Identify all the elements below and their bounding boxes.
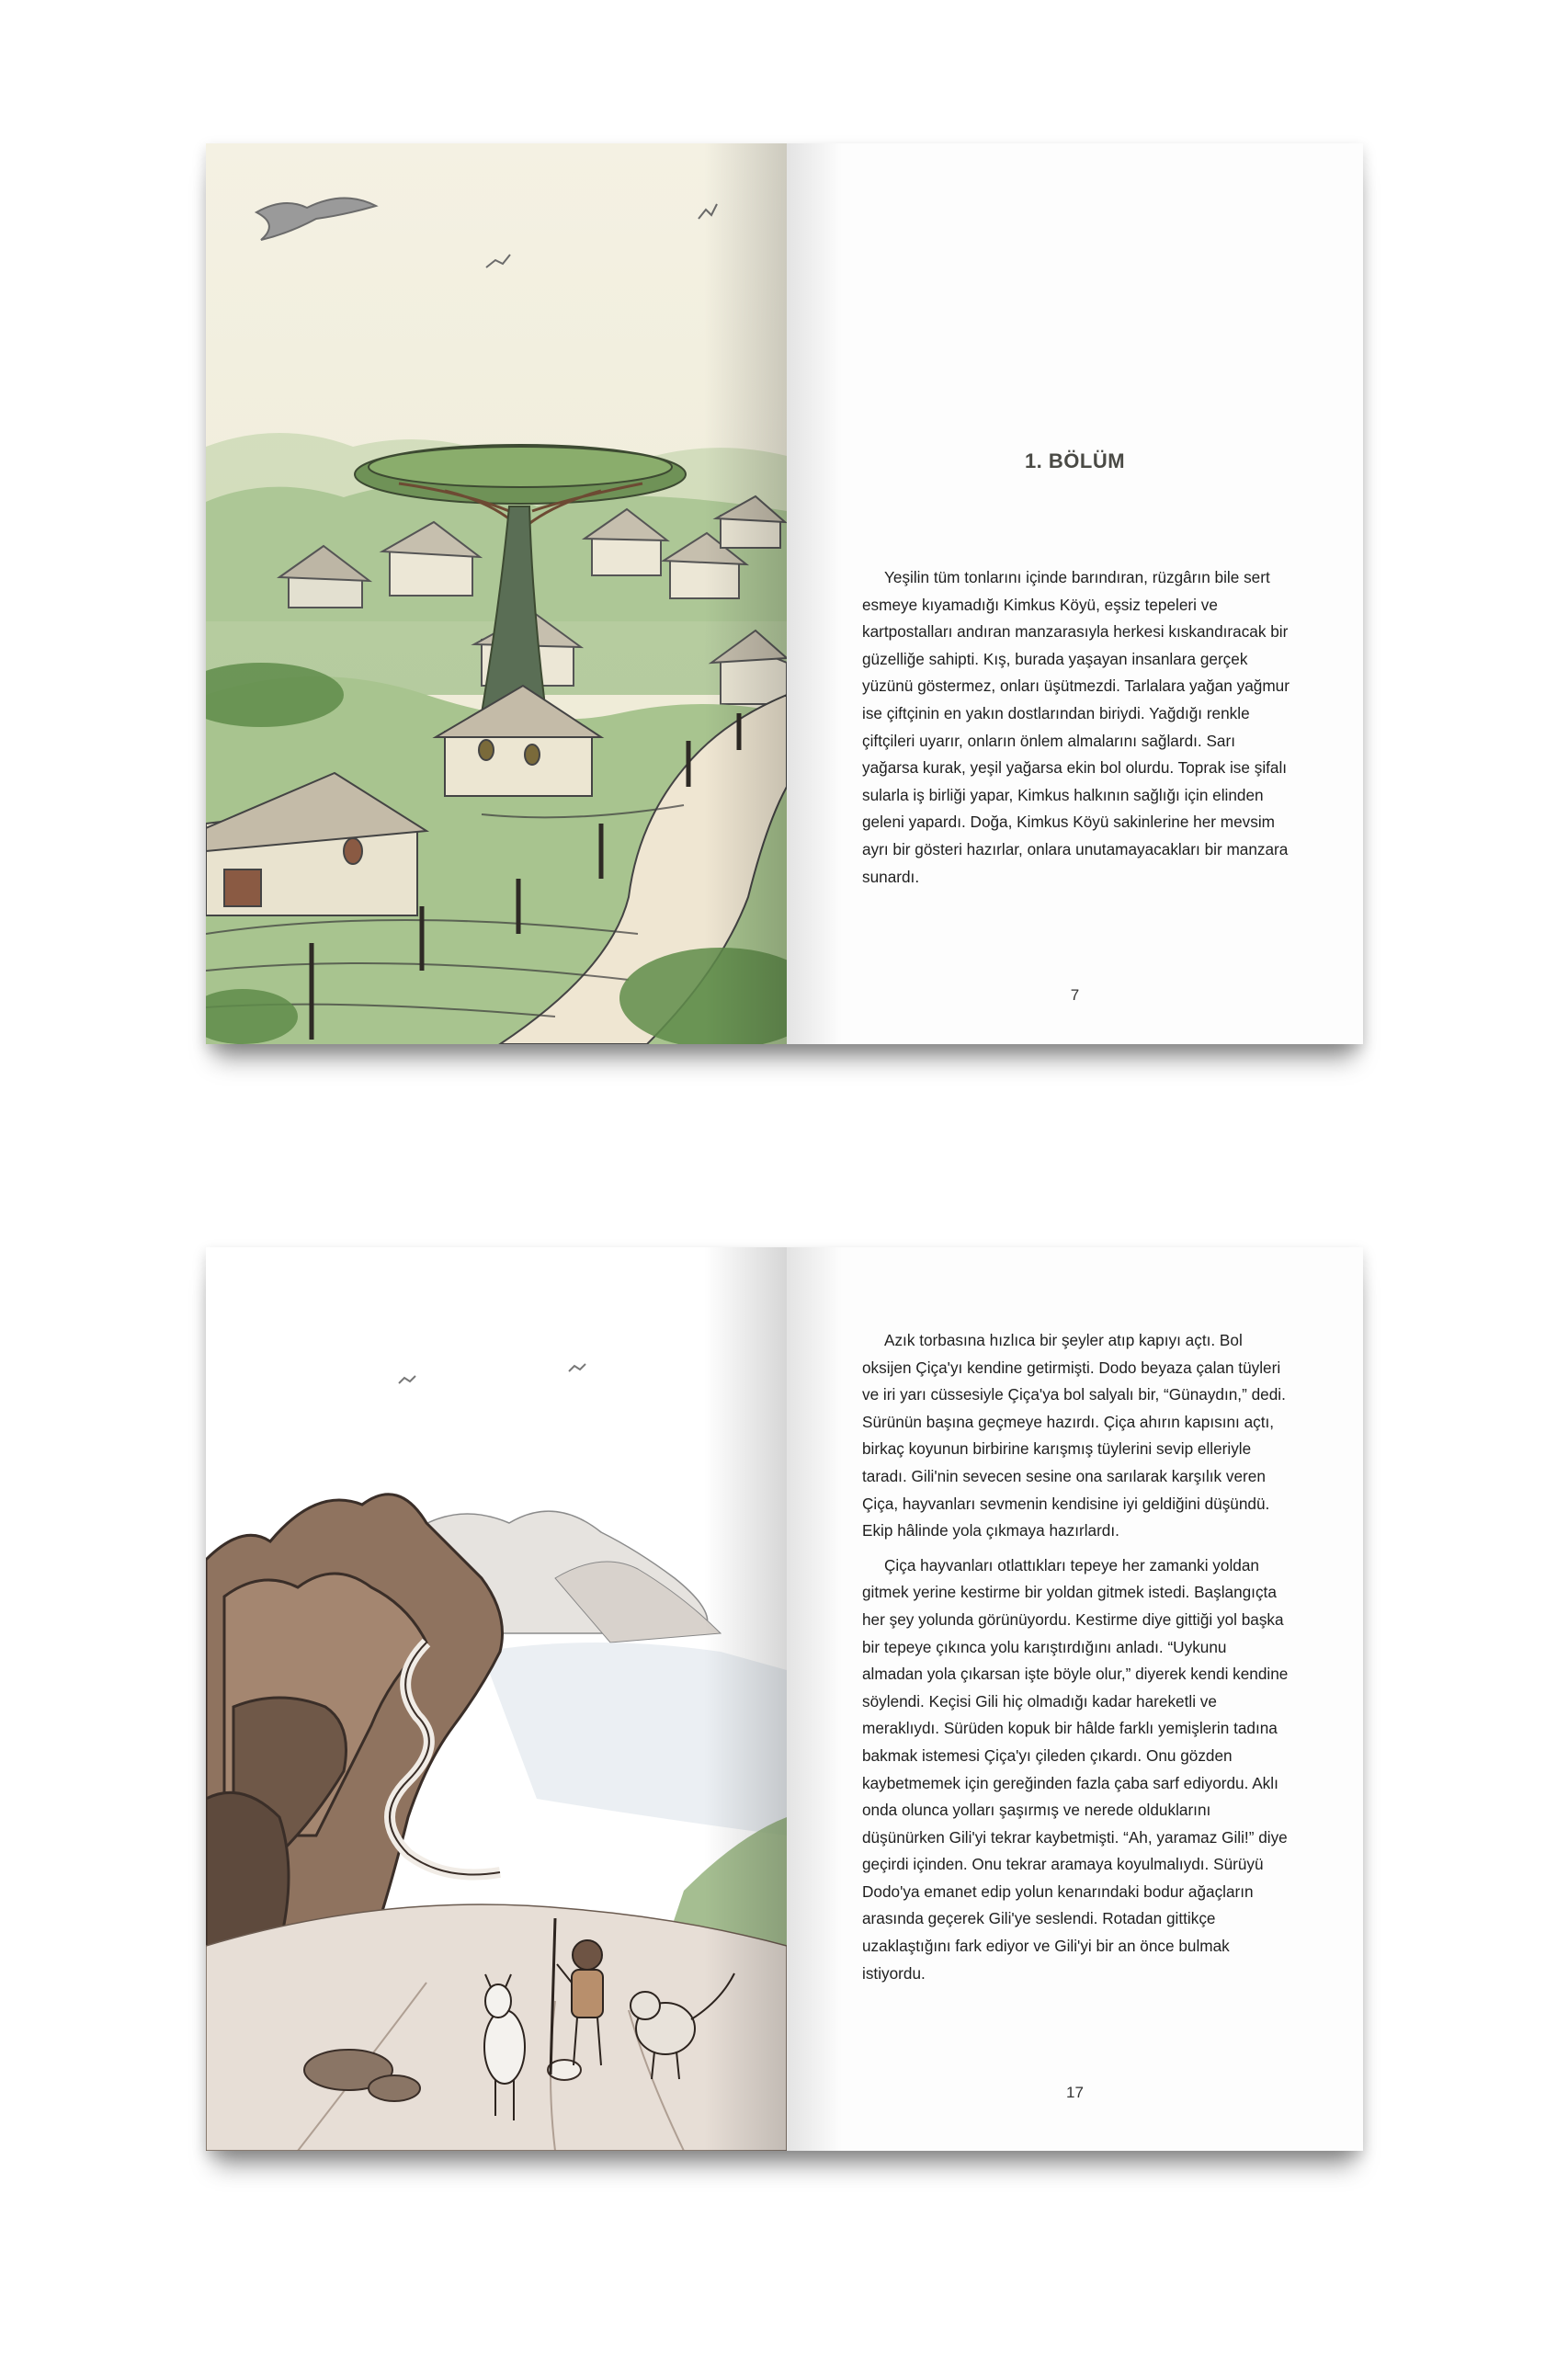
book-spread-1: [206, 143, 1363, 1044]
cliffs-boy-goat-dog-illustration: [206, 1247, 787, 2151]
page-number: 7: [1070, 986, 1080, 1004]
paragraph: Çiça hayvanları otlattıkları tepeye her zamanki yoldan gitmek yerine kestirme bir yoldan gitmek istedi. Başlangıçta her şey yolunda görünüyordu. Kestirme diye gittiği yol başka bir tepeye çıkınca yolu karıştırdığını anladı. “Uykunu almadan yola çıkarsan işte böyle olur,” diyerek kendi kendine söylendi. Keçisi Gili hiç olmadığı kadar hareketli ve meraklıydı. Sürüden kopuk bir hâlde farklı yemişlerin tadına bakmak istemesi Çiça'yı çileden çıkardı. Onu gözden kaybetmemek için gereğinden fazla çaba sarf ediyordu. Aklı onda olunca yolları şaşırmış ve nerede olduklarını düşünürken Gili'yi tekrar kaybetmişti. “Ah, yaramaz Gili!” diye geçirdi içinden. Onu tekrar aramaya koyulmalıydı. Sürüyü Dodo'ya emanet edip yolun kenarındaki bodur ağaçların arasında geçerek Gili'ye seslendi. Rotadan gittikçe uzaklaştığını fark ediyor ve Gili'yi bir an önce bulmak istiyordu.: [862, 1555, 1289, 1983]
paragraph: Azık torbasına hızlıca bir şeyler atıp kapıyı açtı. Bol oksijen Çiça'yı kendine getirmişti. Dodo beyaza çalan tüyleri ve iri yarı cüssesiyle Çiça'ya bol salyalı bir, “Günaydın,” dedi. Sürünün başına geçmeye hazırdı. Çiça ahırın kapısını açtı, birkaç koyunun birbirine karışmış tüylerini sevip elleriyle taradı. Gili'nin sevecen sesine ona sarılarak karşılık veren Çiça, hayvanları sevmenin kendisine iyi geldiğini düşündü. Ekip hâlinde yola çıkmaya hazırlardı.: [862, 1331, 1286, 1540]
book-spread-2: [206, 1247, 1363, 2151]
paragraph: Yeşilin tüm tonlarını içinde barındıran, rüzgârın bile sert esmeye kıyamadığı Kimkus Köyü, eşsiz tepeleri ve kartpostalları andıran manzarasıyla herkesi kıskandıracak bir güzelliğe sahipti. Kış, burada yaşayan insanlara gerçek yüzünü göstermez, onları üşütmezdi. Tarlalara yağan yağmur ise çiftçinin en yakın dostlarından biriydi. Yağdığı renkle çiftçileri uyarır, onların önlem almalarını sağlardı. Sarı yağarsa kurak, yeşil yağarsa ekin bol olurdu. Toprak ise şifalı sularla iş birliği yapar, Kimkus halkının sağlığı için elinden geleni yapardı. Doğa, Kimkus Köyü sakinlerine her mevsim ayrı bir gösteri hazırlar, onlara unutamayacakları bir manzara sunardı.: [862, 568, 1290, 886]
chapter-title: 1. BÖLÜM: [1024, 449, 1126, 472]
village-dragon-tree-illustration: [206, 143, 787, 1044]
page-number: 17: [1066, 2084, 1084, 2101]
left-page-illustration: [206, 1247, 787, 2151]
right-page-text: [787, 143, 1363, 1044]
right-page-text: [787, 1247, 1363, 2151]
body-text: [862, 564, 1290, 891]
left-page-illustration: [206, 143, 787, 1044]
body-text: [862, 1327, 1290, 1987]
